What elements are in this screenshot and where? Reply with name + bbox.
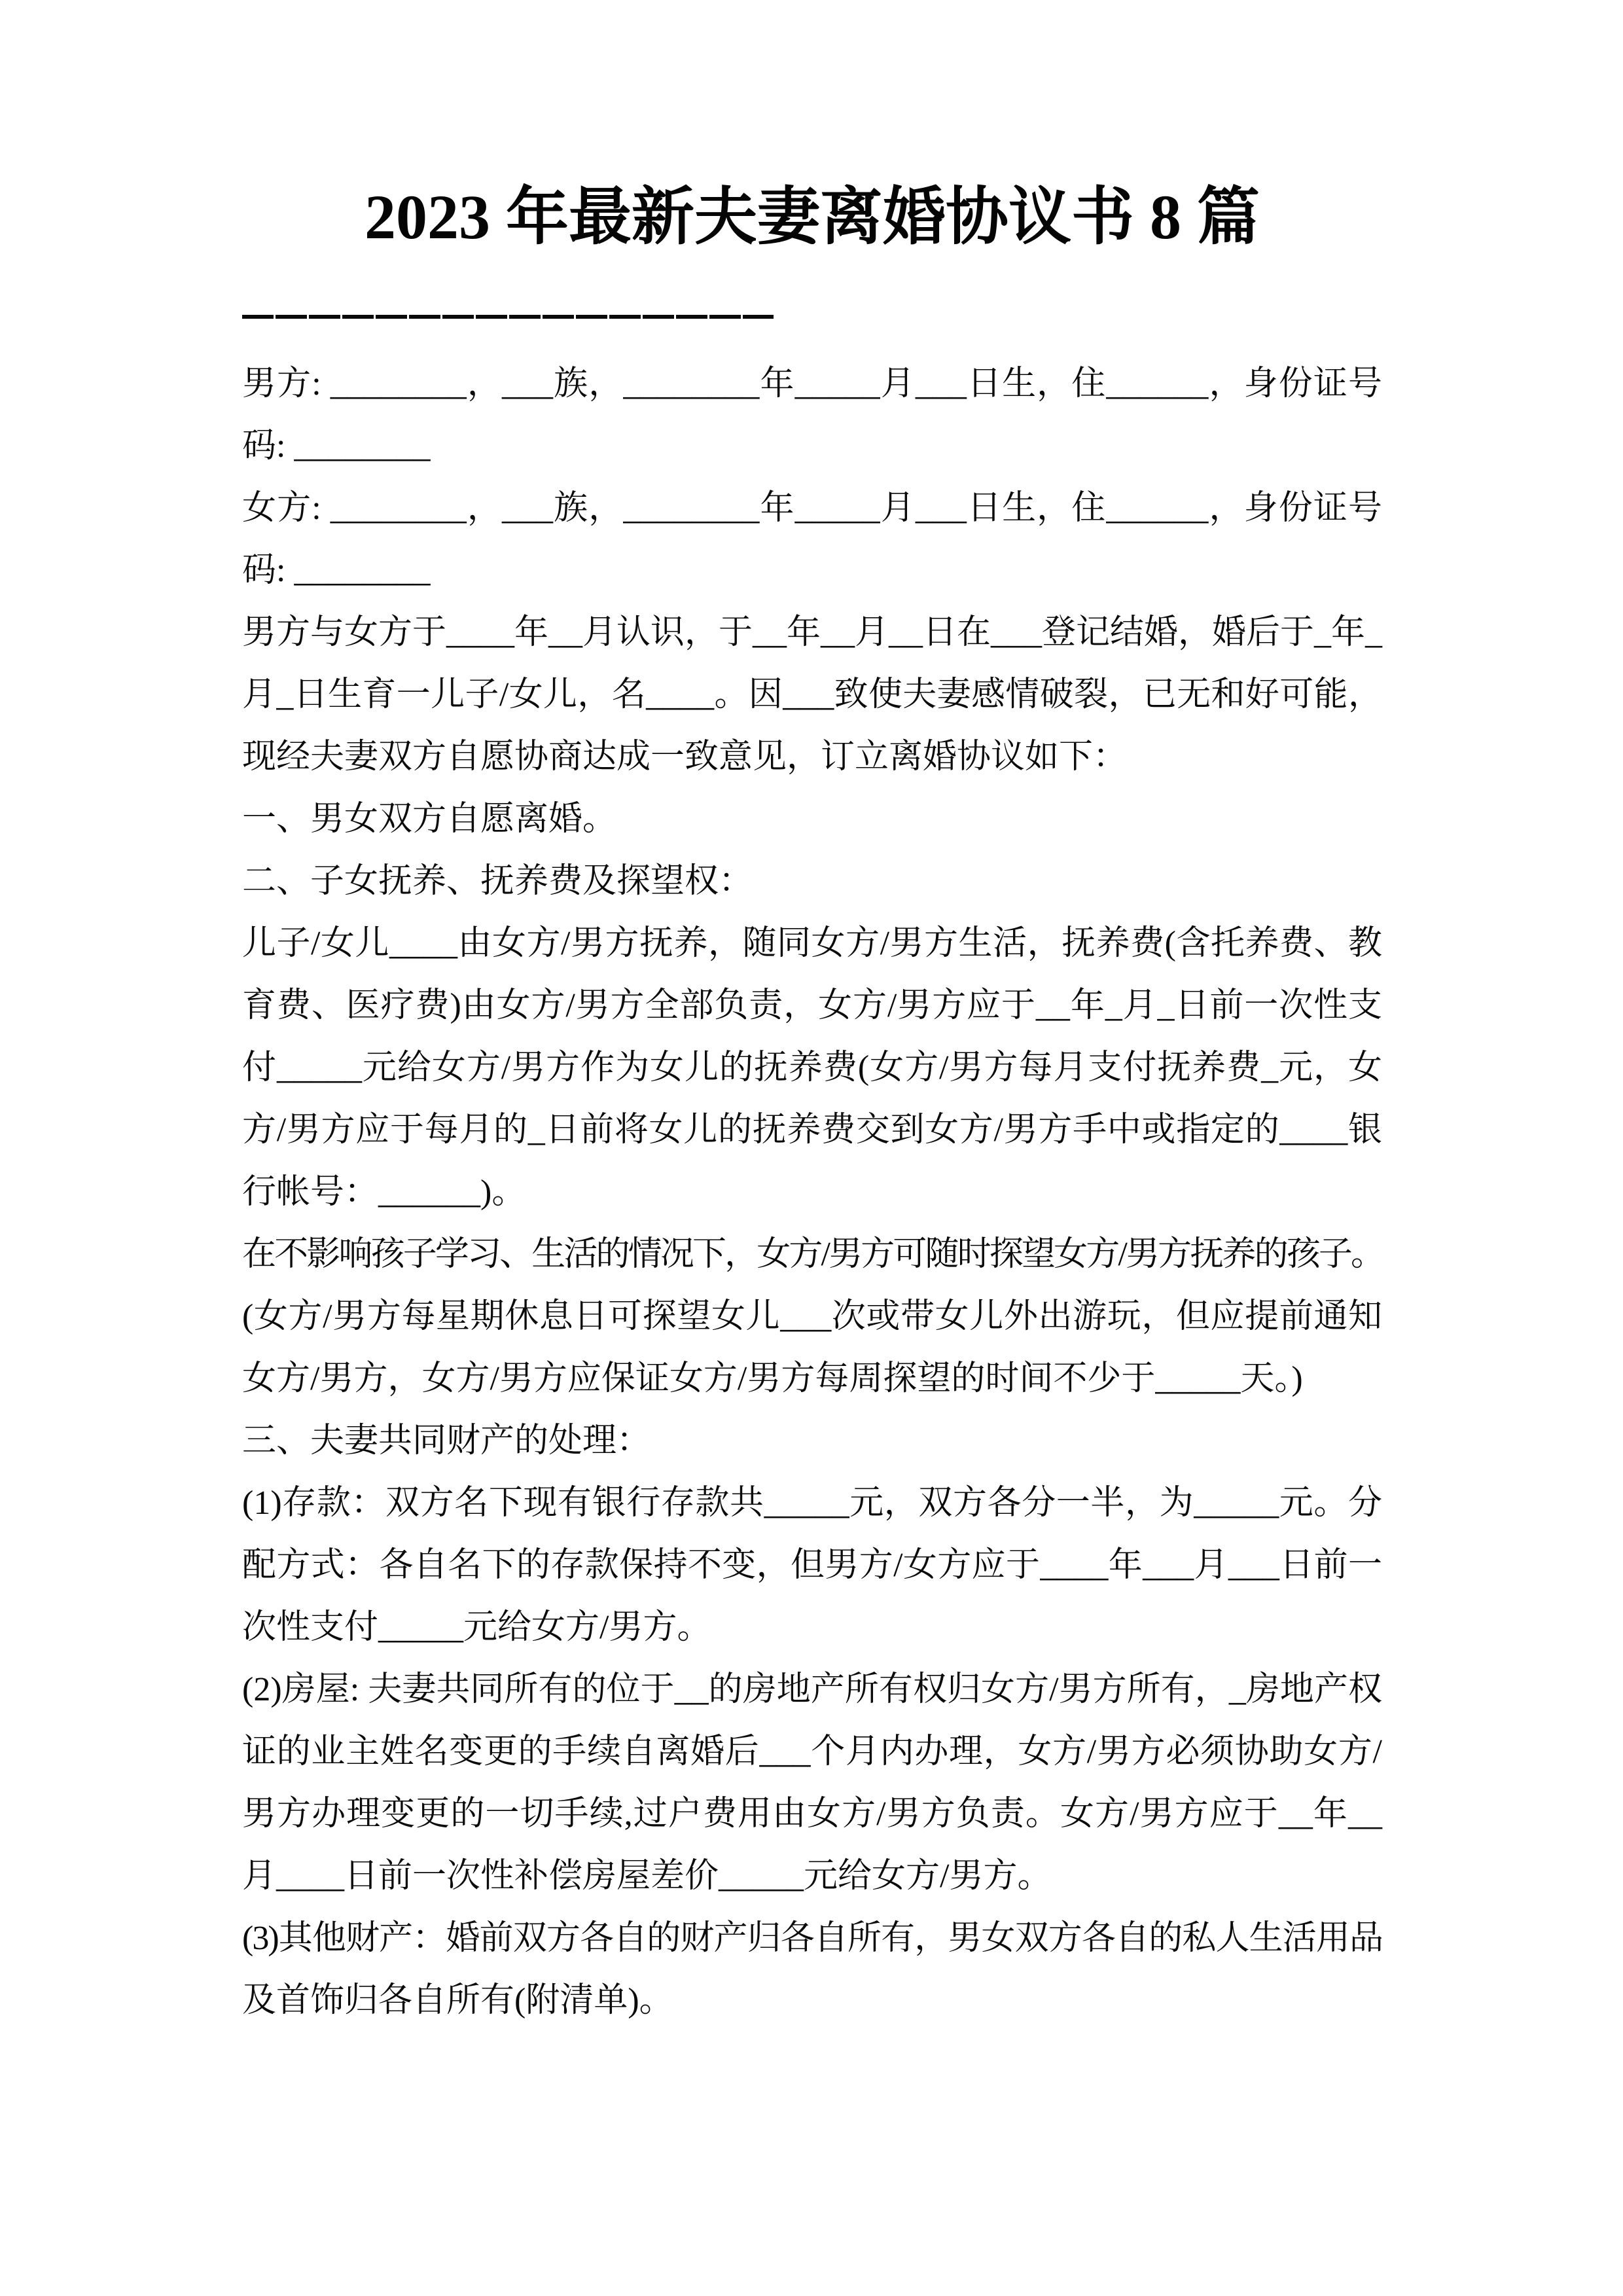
document-line: 付_____元给女方/男方作为女儿的抚养费(女方/男方每月支付抚养费_元，女 (242, 1049, 1382, 1086)
document-line: 男方: ________，___族，________年_____月___日生，住______，身份证号 (242, 365, 1382, 403)
document-line: 在不影响孩子学习、生活的情况下，女方/男方可随时探望女方/男方抚养的孩子。 (242, 1235, 1382, 1273)
document-line: 码: ________ (242, 427, 431, 465)
document-line: 一、男女双方自愿离婚。 (242, 800, 617, 838)
document-line: 配方式：各自名下的存款保持不变，但男方/女方应于____年___月___日前一 (242, 1546, 1382, 1584)
document-line: 女方/男方，女方/男方应保证女方/男方每周探望的时间不少于_____天。) (242, 1359, 1303, 1397)
document-line: (1)存款：双方名下现有银行存款共_____元，双方各分一半，为_____元。分 (242, 1484, 1382, 1522)
document-line: 现经夫妻双方自愿协商达成一致意见，订立离婚协议如下： (242, 738, 1128, 776)
document-line: 育费、医疗费)由女方/男方全部负责，女方/男方应于__年_月_日前一次性支 (242, 986, 1382, 1024)
document-line: 月____日前一次性补偿房屋差价_____元给女方/男方。 (242, 1857, 1052, 1895)
document-line: 男方办理变更的一切手续,过户费用由女方/男方负责。女方/男方应于__年__ (242, 1795, 1382, 1833)
document-line: 女方: ________，___族，________年_____月___日生，住______，身份证号 (242, 489, 1382, 527)
document-line: 码: ________ (242, 551, 431, 589)
document-line: 及首饰归各自所有(附清单)。 (242, 1981, 673, 2019)
document-line: 方/男方应于每月的_日前将女儿的抚养费交到女方/男方手中或指定的____银 (242, 1111, 1382, 1149)
title-underline (242, 315, 774, 319)
document-line: 二、子女抚养、抚养费及探望权： (242, 862, 753, 900)
document-line: 男方与女方于____年__月认识，于__年__月__日在___登记结婚，婚后于_年_ (242, 613, 1383, 651)
document-line: 三、夫妻共同财产的处理： (242, 1422, 651, 1460)
document-title: 2023 年最新夫妻离婚协议书 8 篇 (365, 182, 1260, 252)
document-line: 行帐号：______)。 (242, 1173, 526, 1211)
document-body (242, 353, 1382, 2032)
document-line: 月_日生育一儿子/女儿，名____。因___致使夫妻感情破裂，已无和好可能， (242, 675, 1382, 713)
document-line: 证的业主姓名变更的手续自离婚后___个月内办理，女方/男方必须协助女方/ (242, 1732, 1382, 1770)
document-line: (女方/男方每星期休息日可探望女儿___次或带女儿外出游玩，但应提前通知 (242, 1297, 1382, 1335)
document-line: 儿子/女儿____由女方/男方抚养，随同女方/男方生活，抚养费(含托养费、教 (242, 924, 1382, 962)
document-content (242, 0, 1382, 2032)
document-line: (2)房屋: 夫妻共同所有的位于__的房地产所有权归女方/男方所有，_房地产权 (242, 1670, 1382, 1708)
document-line: 次性支付_____元给女方/男方。 (242, 1608, 711, 1646)
document-line: (3)其他财产：婚前双方各自的财产归各自所有，男女双方各自的私人生活用品 (242, 1919, 1382, 1957)
